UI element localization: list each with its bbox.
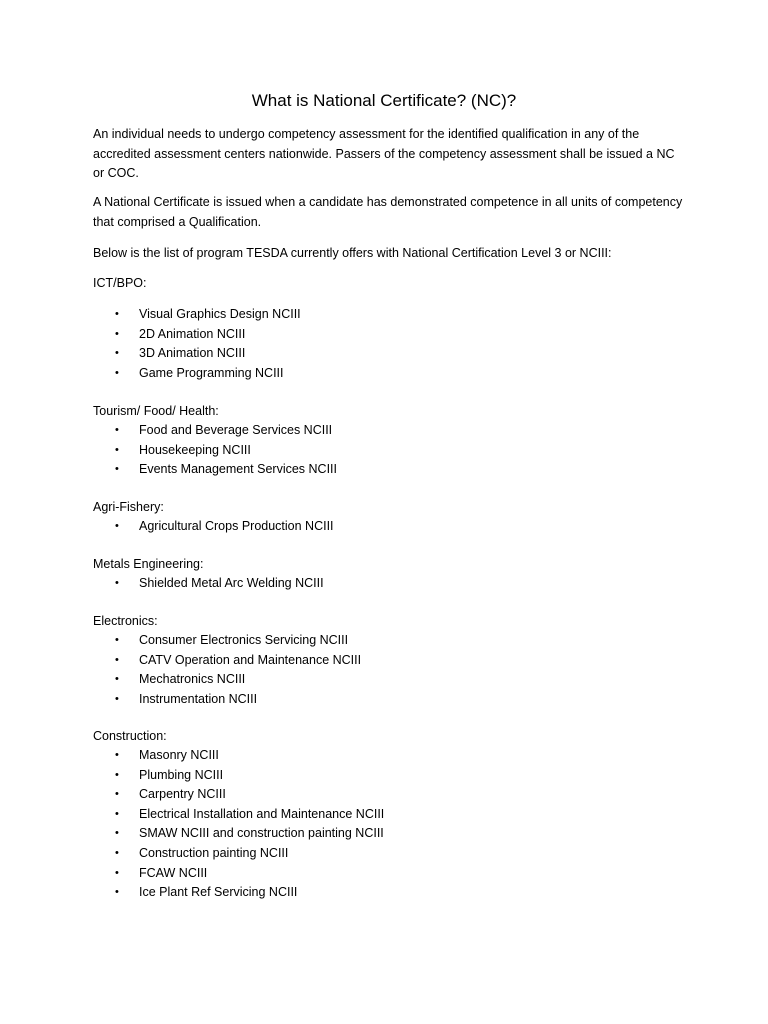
bullet-icon: •: [115, 807, 119, 820]
section-list-metals-engineering: [93, 574, 324, 594]
bullet-icon: •: [115, 749, 119, 761]
list-item: [93, 805, 384, 825]
bullet-icon: •: [115, 653, 119, 666]
list-item-label: Electrical Installation and Maintenance NCIII: [139, 806, 385, 821]
bullet-icon: •: [115, 886, 119, 899]
bullet-icon: •: [115, 424, 119, 436]
definition-paragraph: A National Certificate is issued when a candidate has demonstrated competence in all units of competency that comprised a Qualification.: [93, 195, 683, 229]
section-heading-electronics: Electronics:: [93, 614, 158, 628]
bullet-icon: •: [115, 827, 119, 840]
intro-paragraph: An individual needs to undergo competency assessment for the identified qualification in any of the accredited assessment centers nationwide. Passers of the competency assessment shall be issued a NC or COC.: [93, 127, 675, 180]
bullet-icon: •: [115, 634, 119, 646]
list-item: [93, 460, 337, 480]
list-item: [93, 883, 384, 903]
list-item: [93, 325, 301, 345]
list-item: [93, 305, 301, 325]
list-item-label: Shielded Metal Arc Welding NCIII: [139, 576, 324, 590]
list-item-label: Construction painting NCIII: [139, 845, 289, 860]
list-item-label: FCAW NCIII: [139, 865, 208, 880]
bullet-icon: •: [115, 673, 119, 686]
bullet-icon: •: [115, 866, 119, 879]
section-heading-ict-bpo: ICT/BPO:: [93, 276, 147, 290]
list-item: [93, 344, 301, 364]
list-item-label: Mechatronics NCIII: [139, 672, 246, 687]
section-heading-construction: Construction:: [93, 729, 167, 743]
list-item: [93, 746, 384, 766]
list-item-label: Ice Plant Ref Servicing NCIII: [139, 885, 298, 900]
list-item: [93, 785, 384, 805]
list-intro-paragraph: Below is the list of program TESDA currently offers with National Certification Level 3 or NCIII:: [93, 246, 612, 260]
list-item: [93, 844, 384, 864]
list-item: [93, 670, 361, 690]
bullet-icon: •: [115, 577, 119, 589]
list-item-label: 2D Animation NCIII: [139, 326, 246, 341]
list-item: [93, 824, 384, 844]
section-list-ict-bpo: [93, 305, 301, 383]
list-item: [93, 517, 334, 537]
list-item: [93, 364, 301, 384]
page-title: What is National Certificate? (NC)?: [251, 91, 517, 110]
bullet-icon: •: [115, 520, 119, 532]
section-list-tourism-food-health: [93, 421, 337, 480]
list-item-label: 3D Animation NCIII: [139, 346, 246, 361]
bullet-icon: •: [115, 846, 119, 859]
list-item-label: Events Management Services NCIII: [139, 462, 337, 477]
list-item-label: SMAW NCIII and construction painting NCIII: [139, 826, 384, 841]
list-item: [93, 766, 384, 786]
list-item-label: Game Programming NCIII: [139, 365, 284, 380]
list-item: [93, 421, 337, 441]
list-item: [93, 651, 361, 671]
bullet-icon: •: [115, 788, 119, 801]
list-item-label: Agricultural Crops Production NCIII: [139, 519, 334, 533]
section-heading-agri-fishery: Agri-Fishery:: [93, 500, 164, 514]
list-item-label: Visual Graphics Design NCIII: [139, 307, 301, 321]
list-item-label: Carpentry NCIII: [139, 787, 226, 802]
list-item: [93, 574, 324, 594]
section-heading-tourism-food-health: Tourism/ Food/ Health:: [93, 404, 219, 418]
list-item-label: Instrumentation NCIII: [139, 691, 258, 706]
list-item-label: Food and Beverage Services NCIII: [139, 423, 333, 437]
bullet-icon: •: [115, 308, 119, 320]
section-heading-metals-engineering: Metals Engineering:: [93, 557, 204, 571]
list-item-label: Masonry NCIII: [139, 748, 219, 762]
list-item-label: Housekeeping NCIII: [139, 442, 251, 457]
list-item: [93, 631, 361, 651]
section-list-electronics: [93, 631, 361, 709]
bullet-icon: •: [115, 443, 119, 456]
bullet-icon: •: [115, 366, 119, 379]
bullet-icon: •: [115, 463, 119, 476]
section-list-agri-fishery: [93, 517, 334, 537]
bullet-icon: •: [115, 692, 119, 705]
list-item: [93, 864, 384, 884]
list-item: [93, 690, 361, 710]
section-list-construction: [93, 746, 384, 903]
list-item-label: CATV Operation and Maintenance NCIII: [139, 652, 362, 667]
bullet-icon: •: [115, 347, 119, 360]
list-item-label: Consumer Electronics Servicing NCIII: [139, 633, 349, 647]
list-item-label: Plumbing NCIII: [139, 767, 224, 782]
bullet-icon: •: [115, 768, 119, 781]
bullet-icon: •: [115, 327, 119, 340]
list-item: [93, 441, 337, 461]
